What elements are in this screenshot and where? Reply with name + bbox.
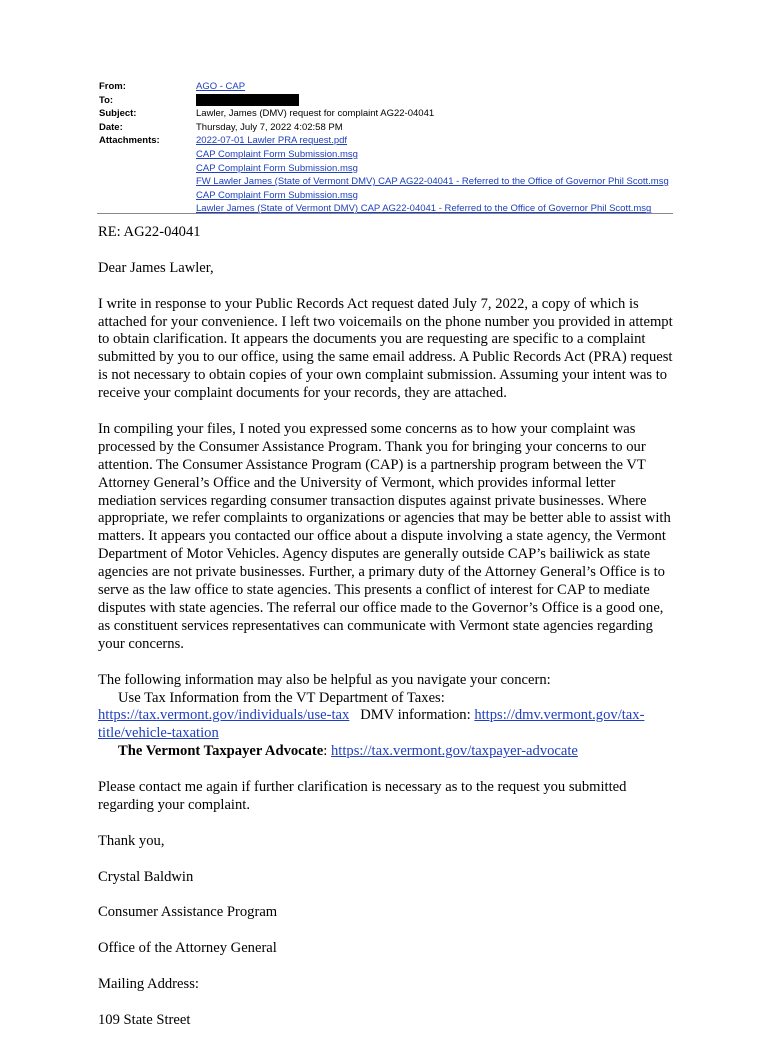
- from-value-link[interactable]: AGO - CAP: [196, 81, 246, 92]
- to-row: [99, 94, 669, 108]
- attachment-link[interactable]: Lawler James (State of Vermont DMV) CAP AG22-04041 - Referred to the Office of Governor Phil Scott.msg: [196, 203, 652, 215]
- redacted-recipient: [196, 94, 299, 106]
- advocate-separator: :: [323, 743, 328, 760]
- attachment-link[interactable]: CAP Complaint Form Submission.msg: [196, 148, 358, 160]
- header-divider: [97, 213, 673, 214]
- attachments-list: [196, 134, 669, 216]
- signature-block: [98, 869, 676, 1030]
- advocate-label: The Vermont Taxpayer Advocate: [118, 743, 324, 760]
- advocate-link[interactable]: https://tax.vermont.gov/taxpayer-advocate: [331, 743, 578, 760]
- closing: Thank you,: [98, 832, 165, 849]
- to-label: To:: [99, 94, 114, 106]
- signature-street: 109 State Street: [98, 1011, 191, 1028]
- re-line: RE: AG22-04041: [98, 224, 201, 240]
- from-row: [99, 80, 669, 94]
- email-header: [99, 80, 669, 216]
- signature-office: Office of the Attorney General: [98, 940, 277, 957]
- paragraph-pra-response: I write in response to your Public Records Act request dated July 7, 2022, a copy of which is attached for your convenience. I left two voicemails on the phone number you provided in attempt to obtain clarification. It appears the documents you are requesting are specific to a complaint submitted by you to our office, using the same email address. A Public Records Act (PRA) request is not necessary to obtain copies of your own complaint submission. Assuming your intent was to receive your complaint documents for your records, they are attached.: [98, 295, 673, 402]
- date-row: [99, 121, 669, 135]
- attachment-link[interactable]: 2022-07-01 Lawler PRA request.pdf: [196, 135, 348, 147]
- dmv-label: DMV information:: [360, 707, 471, 724]
- use-tax-label: Use Tax Information from the VT Department of Taxes:: [118, 689, 445, 706]
- attachment-link[interactable]: FW Lawler James (State of Vermont DMV) CAP AG22-04041 - Referred to the Office of Governor Phil Scott.msg: [196, 176, 669, 188]
- salutation: Dear James Lawler,: [98, 259, 214, 276]
- attachments-label: Attachments:: [99, 135, 160, 147]
- dmv-link[interactable]: https://dmv.vermont.gov/tax-title/vehicle-taxation: [98, 707, 645, 742]
- helpful-info-block: [98, 672, 676, 762]
- info-intro: The following information may also be helpful as you navigate your concern:: [98, 671, 551, 688]
- signature-name: Crystal Baldwin: [98, 868, 194, 885]
- signature-program: Consumer Assistance Program: [98, 904, 278, 921]
- subject-row: [99, 107, 669, 121]
- paragraph-cap-explanation: In compiling your files, I noted you expressed some concerns as to how your complaint was processed by the Consumer Assistance Program. Thank you for bringing your concerns to our attention. The Consumer Assistance Program (CAP) is a partnership program between the VT Attorney General’s Office and the University of Vermont, which provides informal letter mediation services regarding consumer transaction disputes against private businesses. Where appropriate, we refer complaints to organizations or agencies that may be better able to assist with matters. It appears you contacted our office about a dispute involving a state agency, the Vermont Department of Motor Vehicles. Agency disputes are generally outside CAP’s bailiwick as state agencies are not private businesses. Further, a primary duty of the Attorney General’s Office is to serve as the law office to state agencies. This presents a conflict of interest for CAP to mediate disputes with state agencies. The referral our office made to the Governor’s Office is a good one, as constituent services representatives can communicate with Vermont state agencies regarding your concerns.: [98, 420, 671, 652]
- date-value: Thursday, July 7, 2022 4:02:58 PM: [196, 121, 343, 133]
- attachments-row: [99, 134, 669, 216]
- letter-body: [98, 224, 676, 1048]
- subject-label: Subject:: [99, 108, 137, 120]
- use-tax-link[interactable]: https://tax.vermont.gov/individuals/use-tax: [98, 707, 350, 724]
- paragraph-contact: Please contact me again if further clarification is necessary as to the request you submitted regarding your complaint.: [98, 779, 627, 813]
- subject-value: Lawler, James (DMV) request for complaint AG22-04041: [196, 108, 435, 120]
- date-label: Date:: [99, 121, 123, 133]
- signature-mailing-label: Mailing Address:: [98, 975, 199, 992]
- from-label: From:: [99, 81, 126, 92]
- attachment-link[interactable]: CAP Complaint Form Submission.msg: [196, 162, 358, 174]
- attachment-link[interactable]: CAP Complaint Form Submission.msg: [196, 189, 358, 201]
